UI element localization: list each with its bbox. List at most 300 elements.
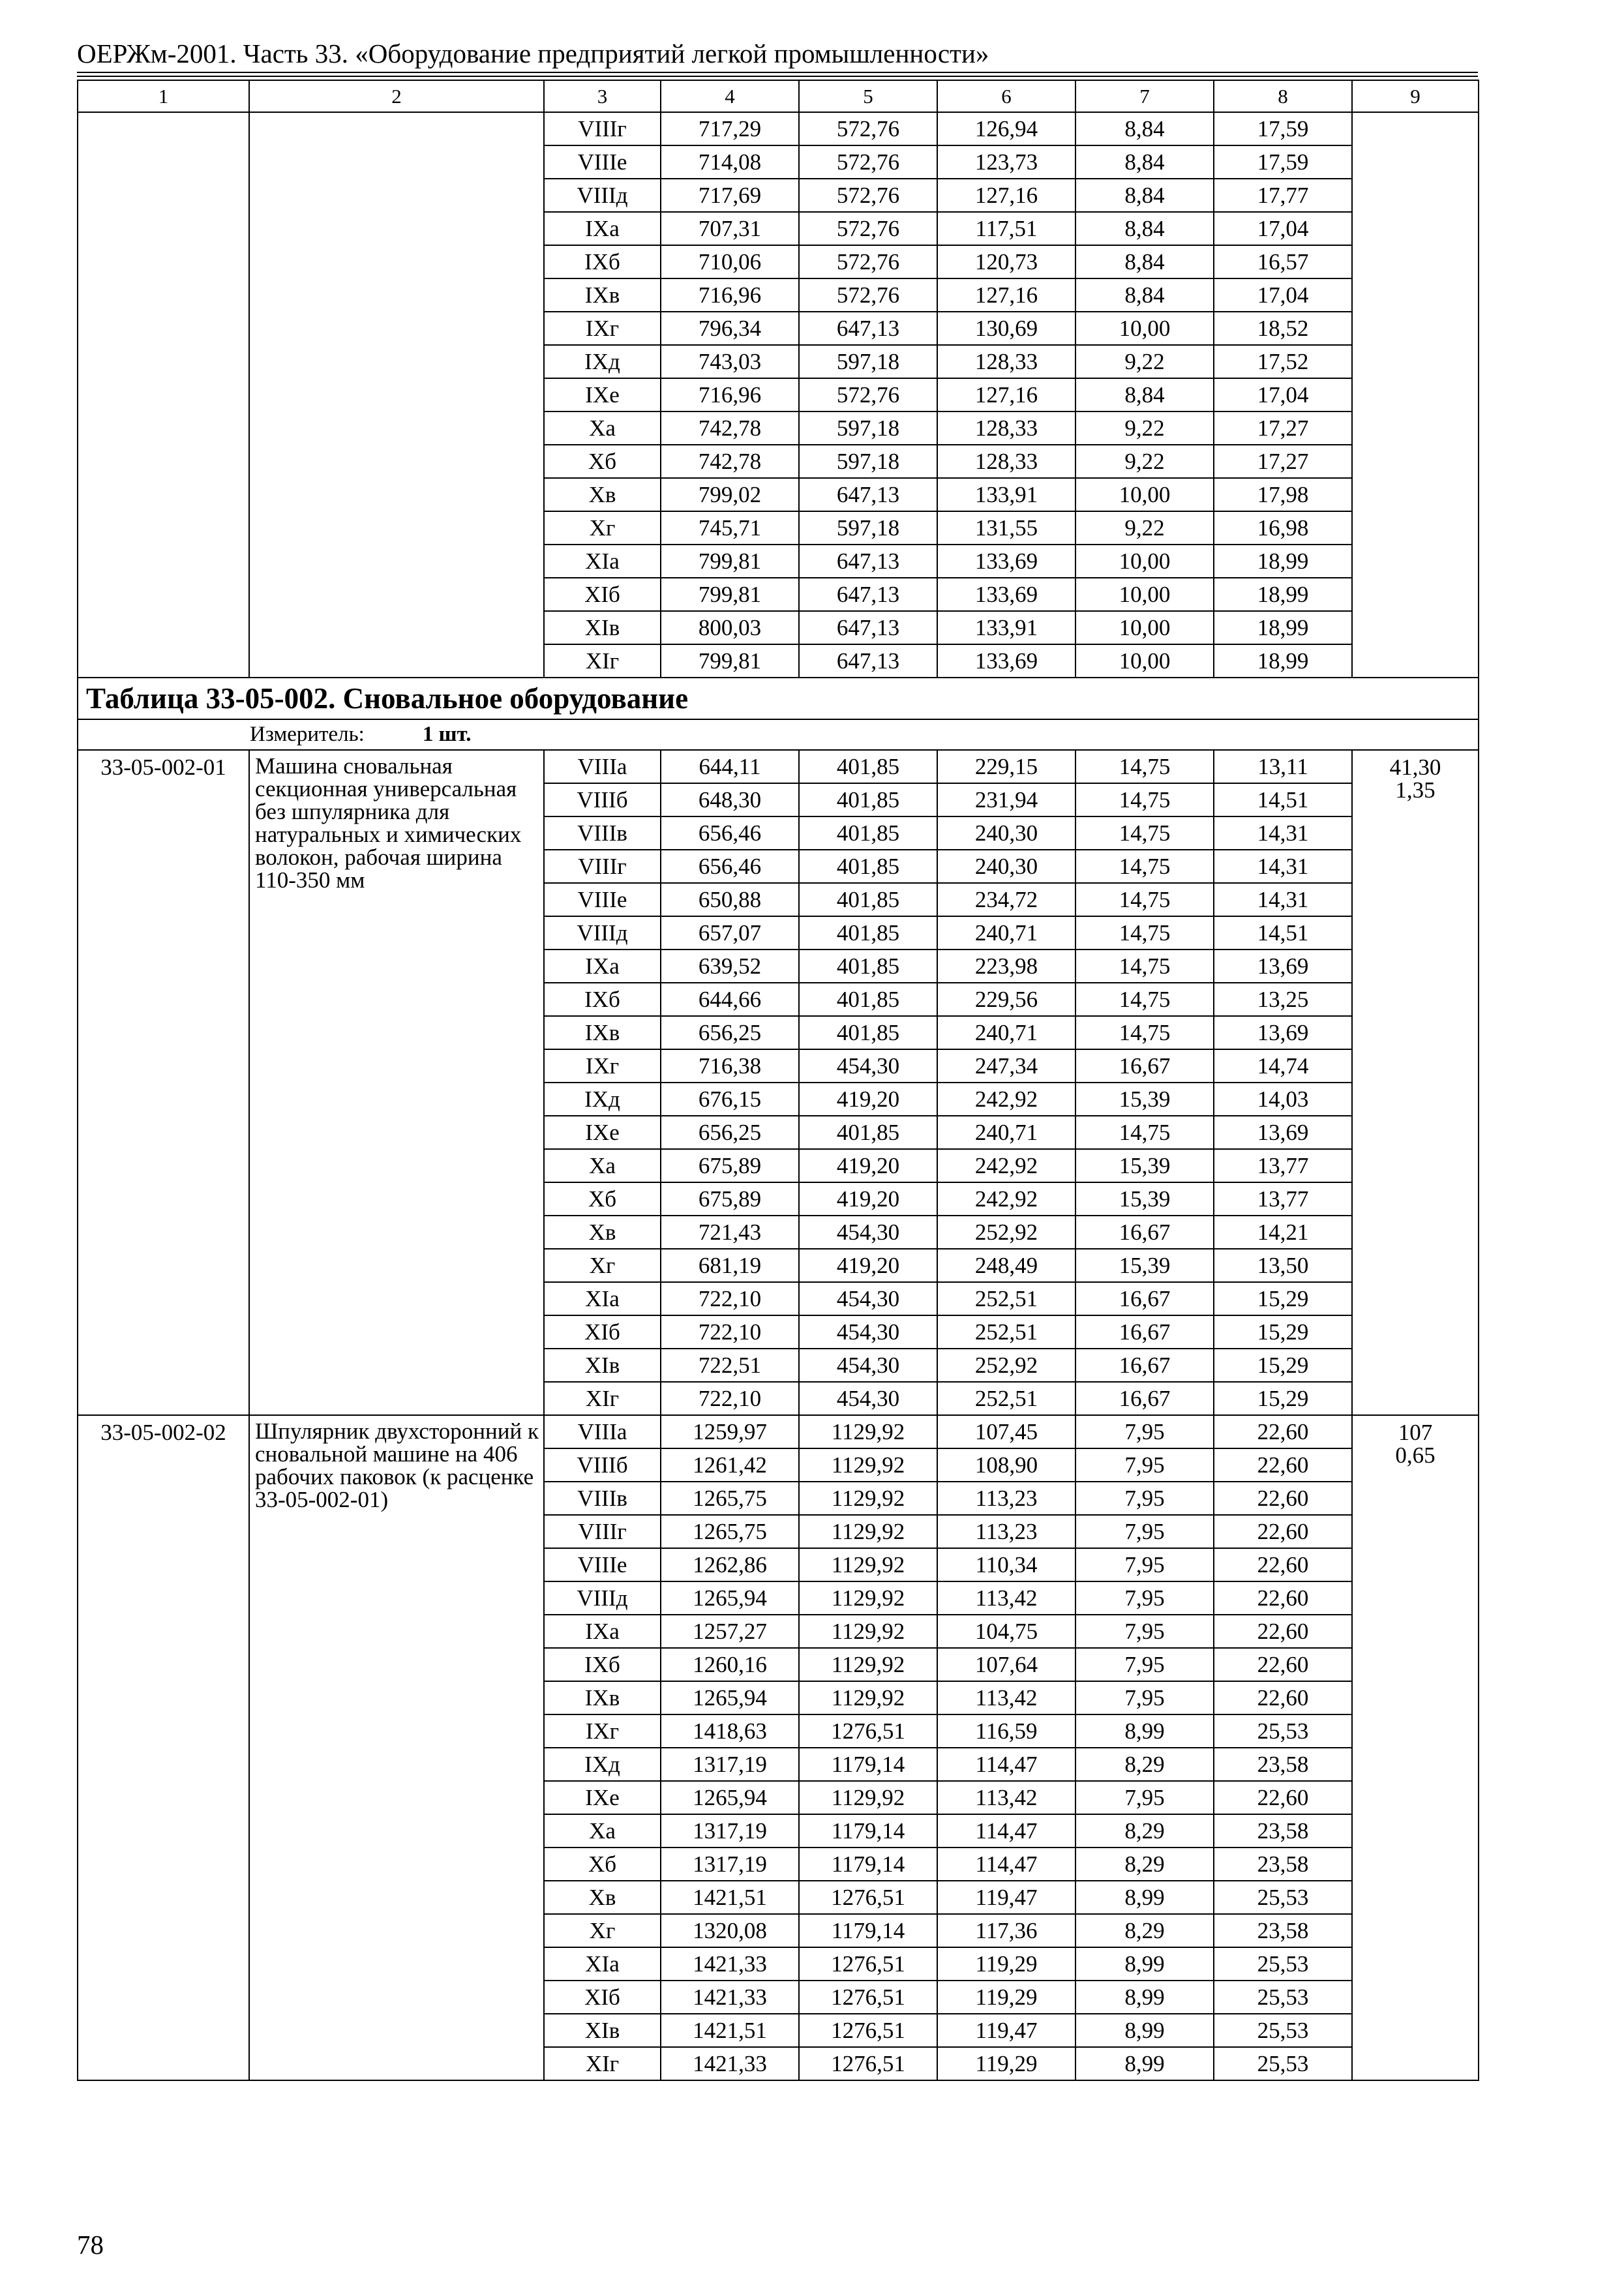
- measure-value: 1 шт.: [422, 723, 472, 746]
- value-cell: 25,53: [1214, 1981, 1352, 2014]
- zone-cell: Xг: [544, 511, 661, 545]
- value-cell: 675,89: [661, 1182, 799, 1216]
- page-number: 78: [77, 2230, 104, 2260]
- zone-cell: IXд: [544, 1083, 661, 1116]
- value-cell: 16,98: [1214, 511, 1352, 545]
- value-cell: 10,00: [1075, 312, 1214, 345]
- zone-cell: XIв: [544, 1349, 661, 1382]
- value-cell: 108,90: [937, 1448, 1075, 1482]
- value-cell: 1276,51: [799, 1947, 937, 1981]
- value-cell: 13,69: [1214, 1016, 1352, 1049]
- value-cell: 1265,94: [661, 1581, 799, 1615]
- item-description: Машина сновальная секционная универсальная без шпулярника для натуральных и химических волокон, рабочая ширина 110-350 мм: [249, 750, 544, 1415]
- value-cell: 25,53: [1214, 1714, 1352, 1748]
- value-cell: 597,18: [799, 411, 937, 445]
- table-body: [78, 80, 1479, 2080]
- value-cell: 119,29: [937, 1947, 1075, 1981]
- value-cell: 15,29: [1214, 1315, 1352, 1349]
- rates-table: [77, 80, 1479, 2081]
- value-cell: 117,36: [937, 1914, 1075, 1947]
- zone-cell: IXд: [544, 1748, 661, 1781]
- value-cell: 8,99: [1075, 1947, 1214, 1981]
- value-cell: 9,22: [1075, 411, 1214, 445]
- zone-cell: VIIIе: [544, 1548, 661, 1581]
- value-cell: 14,31: [1214, 816, 1352, 850]
- value-cell: 716,96: [661, 278, 799, 312]
- table-row: [78, 750, 1479, 783]
- value-cell: 131,55: [937, 511, 1075, 545]
- description-cell-empty: [249, 112, 544, 678]
- zone-cell: IXе: [544, 1781, 661, 1814]
- value-cell: 14,51: [1214, 783, 1352, 816]
- value-cell: 17,27: [1214, 411, 1352, 445]
- value-cell: 722,51: [661, 1349, 799, 1382]
- value-cell: 234,72: [937, 883, 1075, 916]
- value-cell: 242,92: [937, 1182, 1075, 1216]
- value-cell: 742,78: [661, 445, 799, 478]
- value-cell: 1179,14: [799, 1748, 937, 1781]
- value-cell: 128,33: [937, 411, 1075, 445]
- zone-cell: XIб: [544, 1315, 661, 1349]
- value-cell: 8,84: [1075, 179, 1214, 212]
- value-cell: 14,03: [1214, 1083, 1352, 1116]
- value-cell: 716,38: [661, 1049, 799, 1083]
- value-cell: 745,71: [661, 511, 799, 545]
- value-cell: 7,95: [1075, 1781, 1214, 1814]
- value-cell: 116,59: [937, 1714, 1075, 1748]
- value-cell: 1418,63: [661, 1714, 799, 1748]
- item-note-2: 1,35: [1395, 777, 1436, 803]
- zone-cell: IXб: [544, 983, 661, 1016]
- zone-cell: VIIIг: [544, 850, 661, 883]
- value-cell: 22,60: [1214, 1648, 1352, 1681]
- value-cell: 126,94: [937, 112, 1075, 145]
- value-cell: 17,27: [1214, 445, 1352, 478]
- value-cell: 10,00: [1075, 578, 1214, 611]
- value-cell: 572,76: [799, 245, 937, 278]
- value-cell: 130,69: [937, 312, 1075, 345]
- value-cell: 572,76: [799, 112, 937, 145]
- zone-cell: IXе: [544, 1116, 661, 1149]
- value-cell: 240,30: [937, 850, 1075, 883]
- value-cell: 14,21: [1214, 1216, 1352, 1249]
- value-cell: 401,85: [799, 983, 937, 1016]
- value-cell: 117,51: [937, 212, 1075, 245]
- value-cell: 1276,51: [799, 1714, 937, 1748]
- value-cell: 231,94: [937, 783, 1075, 816]
- value-cell: 1265,94: [661, 1781, 799, 1814]
- value-cell: 25,53: [1214, 1947, 1352, 1981]
- value-cell: 8,99: [1075, 1881, 1214, 1914]
- value-cell: 133,69: [937, 545, 1075, 578]
- value-cell: 647,13: [799, 644, 937, 678]
- value-cell: 14,75: [1075, 883, 1214, 916]
- value-cell: 240,71: [937, 1116, 1075, 1149]
- value-cell: 240,71: [937, 916, 1075, 950]
- value-cell: 9,22: [1075, 445, 1214, 478]
- zone-cell: VIIIд: [544, 179, 661, 212]
- value-cell: 714,08: [661, 145, 799, 179]
- value-cell: 23,58: [1214, 1748, 1352, 1781]
- item-note-cell: [1352, 750, 1479, 1415]
- value-cell: 717,69: [661, 179, 799, 212]
- value-cell: 15,39: [1075, 1083, 1214, 1116]
- value-cell: 401,85: [799, 916, 937, 950]
- value-cell: 10,00: [1075, 644, 1214, 678]
- value-cell: 799,81: [661, 578, 799, 611]
- value-cell: 1129,92: [799, 1581, 937, 1615]
- value-cell: 242,92: [937, 1083, 1075, 1116]
- zone-cell: IXе: [544, 378, 661, 411]
- value-cell: 1129,92: [799, 1781, 937, 1814]
- value-cell: 119,29: [937, 1981, 1075, 2014]
- zone-cell: VIIIд: [544, 916, 661, 950]
- value-cell: 14,74: [1214, 1049, 1352, 1083]
- value-cell: 10,00: [1075, 545, 1214, 578]
- value-cell: 8,29: [1075, 1914, 1214, 1947]
- value-cell: 7,95: [1075, 1681, 1214, 1714]
- value-cell: 14,75: [1075, 816, 1214, 850]
- value-cell: 13,77: [1214, 1149, 1352, 1182]
- value-cell: 1257,27: [661, 1615, 799, 1648]
- value-cell: 656,46: [661, 850, 799, 883]
- value-cell: 14,75: [1075, 1116, 1214, 1149]
- value-cell: 1179,14: [799, 1848, 937, 1881]
- zone-cell: IXб: [544, 245, 661, 278]
- value-cell: 7,95: [1075, 1415, 1214, 1448]
- item-note-cell: [1352, 1415, 1479, 2080]
- value-cell: 8,99: [1075, 2014, 1214, 2047]
- value-cell: 799,81: [661, 545, 799, 578]
- value-cell: 18,99: [1214, 644, 1352, 678]
- value-cell: 742,78: [661, 411, 799, 445]
- value-cell: 15,29: [1214, 1349, 1352, 1382]
- value-cell: 799,81: [661, 644, 799, 678]
- value-cell: 572,76: [799, 179, 937, 212]
- value-cell: 721,43: [661, 1216, 799, 1249]
- item-note-2: 0,65: [1395, 1443, 1436, 1468]
- value-cell: 252,51: [937, 1315, 1075, 1349]
- value-cell: 14,51: [1214, 916, 1352, 950]
- zone-cell: IXв: [544, 1681, 661, 1714]
- value-cell: 639,52: [661, 950, 799, 983]
- value-cell: 1129,92: [799, 1448, 937, 1482]
- value-cell: 8,99: [1075, 1981, 1214, 2014]
- value-cell: 675,89: [661, 1149, 799, 1182]
- measure-label: Измеритель:: [250, 723, 365, 746]
- value-cell: 18,99: [1214, 578, 1352, 611]
- zone-cell: Xб: [544, 1182, 661, 1216]
- value-cell: 17,59: [1214, 145, 1352, 179]
- zone-cell: IXг: [544, 312, 661, 345]
- zone-cell: XIа: [544, 545, 661, 578]
- value-cell: 25,53: [1214, 2014, 1352, 2047]
- value-cell: 8,99: [1075, 1714, 1214, 1748]
- value-cell: 796,34: [661, 312, 799, 345]
- value-cell: 13,69: [1214, 950, 1352, 983]
- value-cell: 401,85: [799, 1016, 937, 1049]
- value-cell: 9,22: [1075, 345, 1214, 378]
- value-cell: 17,52: [1214, 345, 1352, 378]
- value-cell: 401,85: [799, 750, 937, 783]
- value-cell: 128,33: [937, 345, 1075, 378]
- zone-cell: IXа: [544, 1615, 661, 1648]
- value-cell: 223,98: [937, 950, 1075, 983]
- value-cell: 1317,19: [661, 1848, 799, 1881]
- value-cell: 419,20: [799, 1249, 937, 1282]
- value-cell: 1320,08: [661, 1914, 799, 1947]
- value-cell: 1421,51: [661, 2014, 799, 2047]
- value-cell: 647,13: [799, 312, 937, 345]
- value-cell: 572,76: [799, 278, 937, 312]
- value-cell: 401,85: [799, 850, 937, 883]
- column-number: 9: [1352, 80, 1479, 112]
- value-cell: 15,29: [1214, 1382, 1352, 1415]
- value-cell: 107,64: [937, 1648, 1075, 1681]
- value-cell: 710,06: [661, 245, 799, 278]
- value-cell: 252,92: [937, 1216, 1075, 1249]
- value-cell: 23,58: [1214, 1848, 1352, 1881]
- value-cell: 647,13: [799, 578, 937, 611]
- value-cell: 13,11: [1214, 750, 1352, 783]
- zone-cell: Xа: [544, 411, 661, 445]
- value-cell: 1317,19: [661, 1748, 799, 1781]
- value-cell: 572,76: [799, 212, 937, 245]
- value-cell: 113,23: [937, 1482, 1075, 1515]
- zone-cell: XIг: [544, 1382, 661, 1415]
- value-cell: 401,85: [799, 783, 937, 816]
- value-cell: 128,33: [937, 445, 1075, 478]
- value-cell: 8,99: [1075, 2047, 1214, 2080]
- value-cell: 419,20: [799, 1083, 937, 1116]
- value-cell: 10,00: [1075, 478, 1214, 511]
- value-cell: 1265,94: [661, 1681, 799, 1714]
- value-cell: 17,98: [1214, 478, 1352, 511]
- table-title: Таблица 33-05-002. Сновальное оборудование: [78, 678, 1479, 719]
- zone-cell: IXб: [544, 1648, 661, 1681]
- zone-cell: VIIIа: [544, 1415, 661, 1448]
- value-cell: 16,57: [1214, 245, 1352, 278]
- zone-cell: IXд: [544, 345, 661, 378]
- value-cell: 18,99: [1214, 545, 1352, 578]
- zone-cell: IXв: [544, 1016, 661, 1049]
- value-cell: 17,04: [1214, 278, 1352, 312]
- value-cell: 113,42: [937, 1681, 1075, 1714]
- value-cell: 133,91: [937, 478, 1075, 511]
- zone-cell: Xб: [544, 1848, 661, 1881]
- value-cell: 7,95: [1075, 1581, 1214, 1615]
- zone-cell: VIIIб: [544, 1448, 661, 1482]
- value-cell: 722,10: [661, 1315, 799, 1349]
- value-cell: 1259,97: [661, 1415, 799, 1448]
- table-row: [78, 1415, 1479, 1448]
- value-cell: 13,25: [1214, 983, 1352, 1016]
- value-cell: 17,77: [1214, 179, 1352, 212]
- value-cell: 25,53: [1214, 2047, 1352, 2080]
- value-cell: 16,67: [1075, 1049, 1214, 1083]
- zone-cell: Xг: [544, 1249, 661, 1282]
- value-cell: 8,84: [1075, 145, 1214, 179]
- item-description: Шпулярник двухсторонний к сновальной машине на 406 рабочих паковок (к расценке 33-05-002-01): [249, 1415, 544, 2080]
- value-cell: 648,30: [661, 783, 799, 816]
- value-cell: 1421,51: [661, 1881, 799, 1914]
- value-cell: 23,58: [1214, 1914, 1352, 1947]
- value-cell: 16,67: [1075, 1382, 1214, 1415]
- value-cell: 656,25: [661, 1016, 799, 1049]
- value-cell: 247,34: [937, 1049, 1075, 1083]
- zone-cell: VIIIв: [544, 1482, 661, 1515]
- value-cell: 8,29: [1075, 1748, 1214, 1781]
- value-cell: 22,60: [1214, 1448, 1352, 1482]
- value-cell: 1261,42: [661, 1448, 799, 1482]
- table-title-row: [78, 678, 1479, 719]
- value-cell: 14,75: [1075, 750, 1214, 783]
- zone-cell: IXа: [544, 212, 661, 245]
- zone-cell: IXг: [544, 1714, 661, 1748]
- zone-cell: Xв: [544, 1881, 661, 1914]
- value-cell: 7,95: [1075, 1548, 1214, 1581]
- value-cell: 647,13: [799, 545, 937, 578]
- value-cell: 1129,92: [799, 1548, 937, 1581]
- value-cell: 8,29: [1075, 1848, 1214, 1881]
- value-cell: 119,47: [937, 2014, 1075, 2047]
- column-number: 3: [544, 80, 661, 112]
- item-code: 33-05-002-01: [78, 750, 249, 1415]
- value-cell: 133,69: [937, 644, 1075, 678]
- value-cell: 401,85: [799, 950, 937, 983]
- value-cell: 13,69: [1214, 1116, 1352, 1149]
- value-cell: 133,69: [937, 578, 1075, 611]
- value-cell: 22,60: [1214, 1548, 1352, 1581]
- value-cell: 22,60: [1214, 1415, 1352, 1448]
- value-cell: 401,85: [799, 816, 937, 850]
- item-note-1: 41,30: [1389, 755, 1441, 780]
- value-cell: 743,03: [661, 345, 799, 378]
- value-cell: 419,20: [799, 1149, 937, 1182]
- value-cell: 1265,75: [661, 1482, 799, 1515]
- value-cell: 8,84: [1075, 112, 1214, 145]
- value-cell: 127,16: [937, 278, 1075, 312]
- value-cell: 252,92: [937, 1349, 1075, 1382]
- value-cell: 1276,51: [799, 2047, 937, 2080]
- value-cell: 8,84: [1075, 378, 1214, 411]
- table-row: [78, 112, 1479, 145]
- value-cell: 454,30: [799, 1315, 937, 1349]
- value-cell: 1129,92: [799, 1515, 937, 1548]
- value-cell: 7,95: [1075, 1515, 1214, 1548]
- value-cell: 401,85: [799, 1116, 937, 1149]
- value-cell: 16,67: [1075, 1282, 1214, 1315]
- value-cell: 8,84: [1075, 212, 1214, 245]
- value-cell: 15,39: [1075, 1149, 1214, 1182]
- zone-cell: XIб: [544, 1981, 661, 2014]
- value-cell: 113,42: [937, 1781, 1075, 1814]
- value-cell: 252,51: [937, 1382, 1075, 1415]
- value-cell: 123,73: [937, 145, 1075, 179]
- value-cell: 597,18: [799, 445, 937, 478]
- zone-cell: VIIIа: [544, 750, 661, 783]
- zone-cell: XIг: [544, 644, 661, 678]
- value-cell: 644,11: [661, 750, 799, 783]
- value-cell: 644,66: [661, 983, 799, 1016]
- value-cell: 7,95: [1075, 1615, 1214, 1648]
- page-header: ОЕРЖм-2001. Часть 33. «Оборудование предприятий легкой промышленности»: [77, 38, 989, 68]
- value-cell: 22,60: [1214, 1482, 1352, 1515]
- value-cell: 650,88: [661, 883, 799, 916]
- value-cell: 10,00: [1075, 611, 1214, 644]
- value-cell: 1260,16: [661, 1648, 799, 1681]
- value-cell: 717,29: [661, 112, 799, 145]
- value-cell: 242,92: [937, 1149, 1075, 1182]
- value-cell: 14,75: [1075, 983, 1214, 1016]
- value-cell: 1317,19: [661, 1814, 799, 1848]
- item-code: 33-05-002-02: [78, 1415, 249, 2080]
- value-cell: 240,71: [937, 1016, 1075, 1049]
- value-cell: 1129,92: [799, 1648, 937, 1681]
- value-cell: 23,58: [1214, 1814, 1352, 1848]
- value-cell: 133,91: [937, 611, 1075, 644]
- value-cell: 1179,14: [799, 1914, 937, 1947]
- value-cell: 707,31: [661, 212, 799, 245]
- value-cell: 657,07: [661, 916, 799, 950]
- value-cell: 597,18: [799, 345, 937, 378]
- code-cell-empty: [78, 112, 249, 678]
- value-cell: 799,02: [661, 478, 799, 511]
- zone-cell: IXг: [544, 1049, 661, 1083]
- value-cell: 18,52: [1214, 312, 1352, 345]
- zone-cell: XIа: [544, 1282, 661, 1315]
- value-cell: 13,50: [1214, 1249, 1352, 1282]
- value-cell: 22,60: [1214, 1581, 1352, 1615]
- value-cell: 25,53: [1214, 1881, 1352, 1914]
- value-cell: 800,03: [661, 611, 799, 644]
- value-cell: 1129,92: [799, 1615, 937, 1648]
- value-cell: 229,56: [937, 983, 1075, 1016]
- value-cell: 572,76: [799, 378, 937, 411]
- value-cell: 1129,92: [799, 1415, 937, 1448]
- column-number: 1: [78, 80, 249, 112]
- value-cell: 22,60: [1214, 1615, 1352, 1648]
- value-cell: 454,30: [799, 1216, 937, 1249]
- value-cell: 454,30: [799, 1349, 937, 1382]
- value-cell: 15,39: [1075, 1249, 1214, 1282]
- value-cell: 229,15: [937, 750, 1075, 783]
- value-cell: 8,29: [1075, 1814, 1214, 1848]
- value-cell: 1421,33: [661, 1981, 799, 2014]
- value-cell: 7,95: [1075, 1448, 1214, 1482]
- measure-row: [78, 719, 1479, 750]
- value-cell: 7,95: [1075, 1482, 1214, 1515]
- value-cell: 248,49: [937, 1249, 1075, 1282]
- value-cell: 18,99: [1214, 611, 1352, 644]
- value-cell: 110,34: [937, 1548, 1075, 1581]
- zone-cell: Xа: [544, 1149, 661, 1182]
- column-number: 7: [1075, 80, 1214, 112]
- value-cell: 572,76: [799, 145, 937, 179]
- value-cell: 15,29: [1214, 1282, 1352, 1315]
- value-cell: 647,13: [799, 611, 937, 644]
- value-cell: 1276,51: [799, 2014, 937, 2047]
- value-cell: 722,10: [661, 1282, 799, 1315]
- value-cell: 8,84: [1075, 278, 1214, 312]
- value-cell: 1129,92: [799, 1681, 937, 1714]
- value-cell: 107,45: [937, 1415, 1075, 1448]
- value-cell: 14,75: [1075, 1016, 1214, 1049]
- value-cell: 14,31: [1214, 850, 1352, 883]
- zone-cell: VIIIг: [544, 1515, 661, 1548]
- value-cell: 114,47: [937, 1814, 1075, 1848]
- value-cell: 454,30: [799, 1382, 937, 1415]
